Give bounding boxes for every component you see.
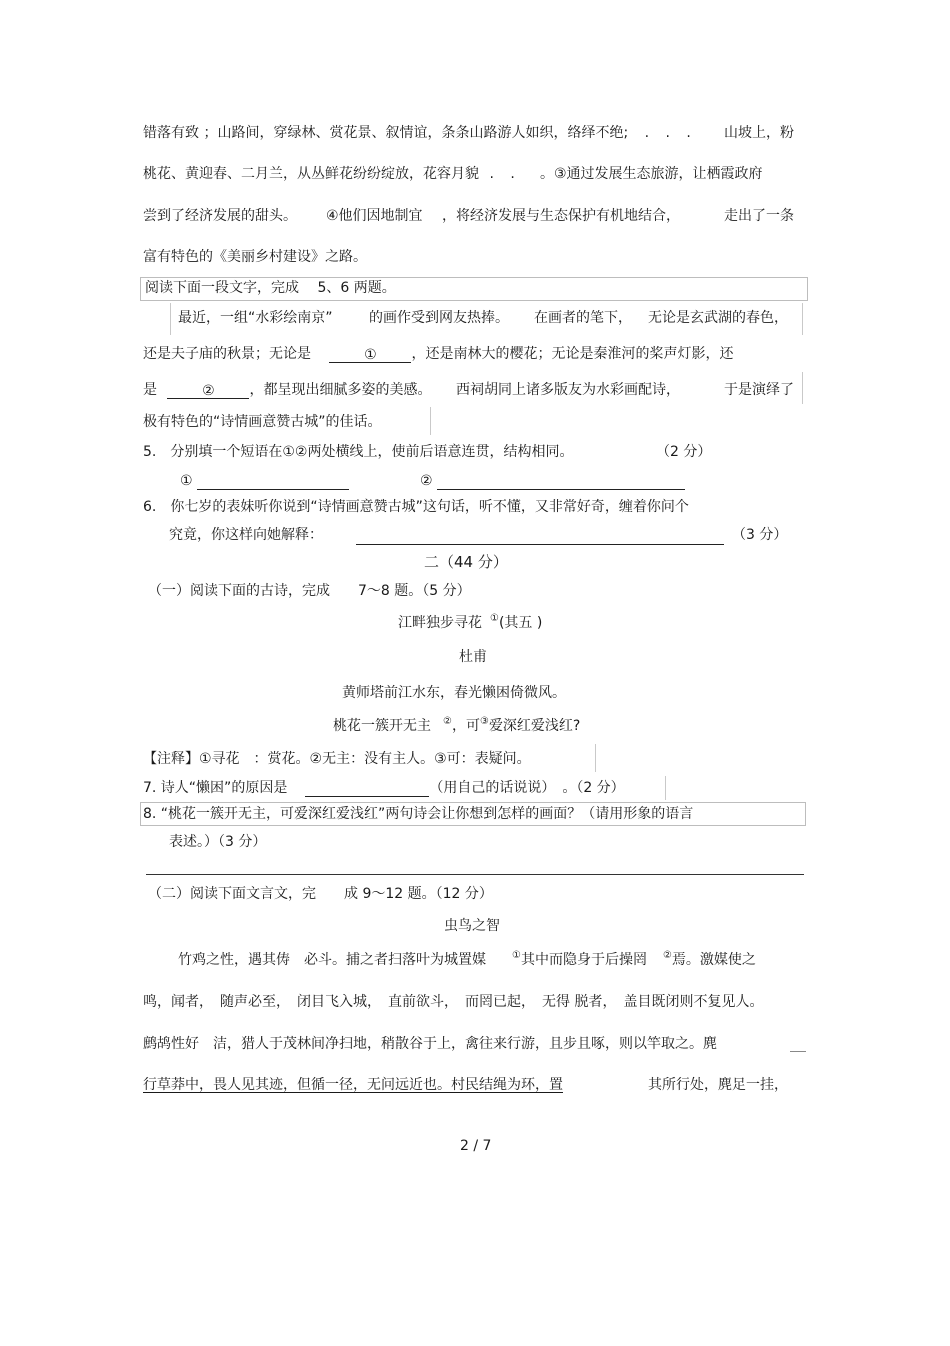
read56-line-3: [143, 381, 431, 399]
para-line-2: [143, 165, 521, 183]
margin-rule: [430, 407, 431, 435]
margin-rule: [802, 303, 803, 335]
prose-line-1b: 其中而隐身于后操罔: [520, 952, 647, 968]
read56-line-3-lead: 是: [143, 382, 157, 398]
poem-line-1: 黄师塔前江水东，春光懒困倚微风。: [342, 685, 566, 701]
q5-text: 5. 分别填一个短语在①②两处横线上，使前后语意连贯，结构相同。: [143, 444, 574, 460]
section-heading: 二（44 分）: [424, 553, 508, 571]
q5-answer-line-2: [420, 472, 685, 490]
prose-line-1c: 焉。激媒使之: [671, 952, 756, 968]
q5-mark-1: ①: [180, 473, 193, 489]
q8-line-1: 8. “桃花一簇开无主，可爱深红爱浅红”两句诗会让你想到怎样的画面？（请用形象的语言: [143, 806, 694, 822]
page-number: 2 / 7: [460, 1138, 492, 1154]
para-line-3c: ，将经济发展与生态保护有机地结合，: [442, 208, 680, 224]
q6-line-1: 6. 你七岁的表妹听你说到“诗情画意赞古城”这句话，听不懂，又非常好奇，缠着你问个: [143, 499, 689, 515]
prose-line-3: 鹧鸪性好 洁，猎人于茂林间净扫地，稍散谷于上，禽往来行游，且步且啄，则以竿取之。麂: [143, 1036, 717, 1052]
emphasis-dots: ; . . .: [623, 125, 697, 141]
margin-rule: [665, 776, 666, 800]
q8-line-2: 表述。）（3 分）: [169, 834, 267, 850]
poem-title-text: 江畔独步寻花: [398, 615, 482, 631]
prose-intro: （二）阅读下面文言文，完 成 9～12 题。（12 分）: [148, 886, 493, 902]
para-line-4: 富有特色的《美丽乡村建设》之路。: [143, 249, 367, 265]
footnote-marker: ①: [490, 613, 499, 624]
q5-blank-2[interactable]: [437, 473, 685, 490]
margin-rule: [170, 303, 171, 335]
read56-line-1d: 无论是玄武湖的春色，: [648, 310, 788, 326]
para-line-3a: 尝到了经济发展的甜头。: [143, 208, 297, 224]
footnote-marker: ③: [479, 716, 489, 727]
read56-line-3c: 西祠胡同上诸多版友为水彩画配诗，: [456, 382, 680, 398]
q5-answer-line-1: [180, 472, 349, 490]
read56-line-3d: 于是演绎了: [724, 382, 794, 398]
blank-1[interactable]: ①: [329, 346, 411, 363]
poem-title: [398, 614, 542, 632]
q7-text: [143, 779, 625, 797]
read56-line-4: 极有特色的“诗情画意赞古城”的佳话。: [143, 414, 382, 430]
para-line-1: [143, 124, 697, 142]
poem-notes: 【注释】①寻花 ：赏花。②无主：没有主人。③可：表疑问。: [143, 751, 531, 767]
prose-line-4a: [143, 1076, 563, 1094]
read56-line-3-mid: ，都呈现出细腻多姿的美感。: [249, 382, 432, 398]
read56-line-1b: 的画作受到网友热捧。: [369, 310, 509, 326]
q5-mark-2: ②: [420, 473, 433, 489]
para-line-2-tail: 。③通过发展生态旅游，让栖霞政府: [540, 166, 763, 182]
read56-line-2: [143, 345, 733, 363]
q7-tail: （用自己的话说说） 。（2 分）: [429, 780, 625, 796]
blank-2[interactable]: ②: [167, 382, 249, 399]
para-line-3d: 走出了一条: [724, 208, 794, 224]
poem-intro: （一）阅读下面的古诗，完成 7～8 题。（5 分）: [148, 583, 471, 599]
q5-blank-1[interactable]: [197, 473, 349, 490]
read56-line-1a: 最近，一组“水彩绘南京”: [178, 310, 333, 326]
read56-intro: 阅读下面一段文字，完成 5、6 两题。: [145, 280, 396, 296]
poem-title-tail: (其五 ): [498, 615, 543, 631]
read56-line-2-lead: 还是夫子庙的秋景；无论是: [143, 346, 311, 362]
q6-answer-blank[interactable]: [356, 528, 724, 545]
emphasis-dots: . .: [479, 166, 521, 182]
prose-line-2: 鸣，闻者， 随声必至， 闭目飞入城， 直前欲斗， 而罔已起， 无得 脱者， 盖目既闭则不复见人。: [143, 994, 764, 1010]
q5-score: （2 分）: [656, 444, 712, 460]
para-line-1-text: 错落有致 ；山路间，穿绿林、赏花景、叙情谊，条条山路游人如织，络绎不绝: [143, 125, 624, 141]
poem-line-2a: 桃花一簇开无主: [333, 718, 431, 734]
para-line-1-tail: 山坡上，粉: [724, 125, 794, 141]
margin-rule: [595, 744, 596, 772]
margin-mark: [790, 1051, 806, 1052]
poem-line-2c: 爱深红爱浅红?: [488, 718, 581, 734]
underlined-sentence: 行草莽中，畏人见其迹，但循一径，无问远近也。: [143, 1077, 451, 1093]
prose-line-4b: 村民结绳为环，置: [451, 1077, 563, 1093]
footnote-marker: ②: [662, 950, 672, 961]
poem-line-2: [333, 717, 580, 735]
q6-line-2: 究竟，你这样向她解释：: [169, 527, 323, 543]
margin-rule: [802, 372, 803, 404]
q7-blank[interactable]: [305, 780, 429, 797]
footnote-marker: ②: [443, 716, 452, 727]
para-line-2-text: 桃花、黄迎春、二月兰，从丛鲜花纷纷绽放，花容月貌: [143, 166, 479, 182]
read56-line-2-tail: ，还是南林大的樱花；无论是秦淮河的桨声灯影，还: [411, 346, 734, 362]
q6-score: （3 分）: [732, 527, 788, 543]
poem-author: 杜甫: [459, 649, 487, 665]
q7-lead: 7. 诗人“懒困”的原因是: [143, 780, 288, 796]
prose-line-1a: 竹鸡之性，遇其俦 必斗。捕之者扫落叶为城置媒: [178, 952, 486, 968]
poem-line-2b: ，可: [451, 718, 480, 734]
prose-line-1: [178, 951, 756, 969]
read56-line-1c: 在画者的笔下，: [534, 310, 632, 326]
footnote-marker: ①: [512, 950, 521, 961]
prose-line-4c: 其所行处，麂足一挂，: [648, 1077, 788, 1093]
prose-title: 虫鸟之智: [444, 918, 500, 934]
para-line-3b: ④他们因地制宜: [326, 208, 423, 224]
q8-answer-line[interactable]: [146, 874, 804, 875]
